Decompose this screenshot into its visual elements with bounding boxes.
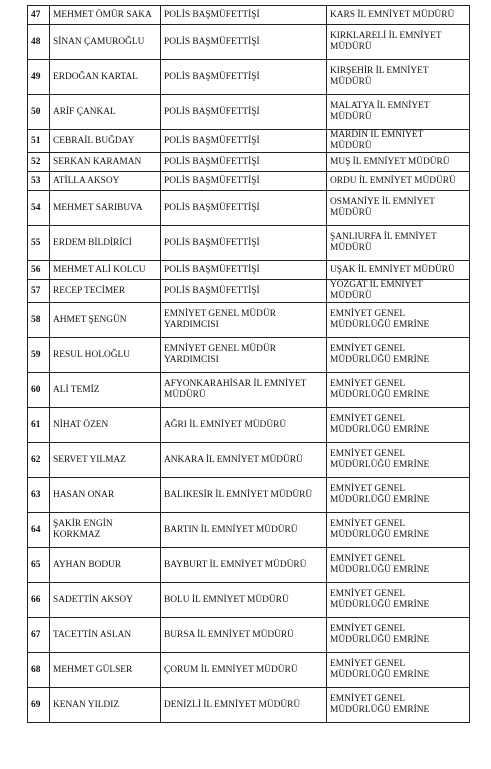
row-number: 54	[28, 191, 50, 226]
new-assignment: ORDU İL EMNİYET MÜDÜRÜ	[327, 172, 470, 191]
new-assignment: EMNİYET GENEL MÜDÜRLÜĞÜ EMRİNE	[327, 618, 470, 653]
new-assignment: YOZGAT İL EMNİYET MÜDÜRÜ	[327, 280, 470, 303]
new-assignment: EMNİYET GENEL MÜDÜRLÜĞÜ EMRİNE	[327, 583, 470, 618]
new-assignment: ŞANLIURFA İL EMNİYET MÜDÜRÜ	[327, 226, 470, 261]
current-position: AFYONKARAHİSAR İL EMNİYET MÜDÜRÜ	[161, 373, 327, 408]
person-name: ŞAKİR ENGİN KORKMAZ	[50, 513, 161, 548]
new-assignment: EMNİYET GENEL MÜDÜRLÜĞÜ EMRİNE	[327, 338, 470, 373]
current-position: ANKARA İL EMNİYET MÜDÜRÜ	[161, 443, 327, 478]
person-name: SERKAN KARAMAN	[50, 153, 161, 172]
row-number: 47	[28, 6, 50, 25]
new-assignment: EMNİYET GENEL MÜDÜRLÜĞÜ EMRİNE	[327, 408, 470, 443]
row-number: 62	[28, 443, 50, 478]
current-position: POLİS BAŞMÜFETTİŞİ	[161, 172, 327, 191]
current-position: BURSA İL EMNİYET MÜDÜRÜ	[161, 618, 327, 653]
person-name: CEBRAİL BUĞDAY	[50, 130, 161, 153]
person-name: SERVET YILMAZ	[50, 443, 161, 478]
table-row	[28, 280, 470, 303]
row-number: 55	[28, 226, 50, 261]
table-row	[28, 25, 470, 60]
table-row	[28, 513, 470, 548]
person-name: HASAN ONAR	[50, 478, 161, 513]
person-name: ERDEM BİLDİRİCİ	[50, 226, 161, 261]
current-position: BALIKESİR İL EMNİYET MÜDÜRÜ	[161, 478, 327, 513]
person-name: KENAN YILDIZ	[50, 688, 161, 723]
person-name: AYHAN BODUR	[50, 548, 161, 583]
new-assignment: KIRKLARELİ İL EMNİYET MÜDÜRÜ	[327, 25, 470, 60]
new-assignment: MARDİN İL EMNİYET MÜDÜRÜ	[327, 130, 470, 153]
table-row	[28, 172, 470, 191]
row-number: 60	[28, 373, 50, 408]
row-number: 53	[28, 172, 50, 191]
current-position: POLİS BAŞMÜFETTİŞİ	[161, 280, 327, 303]
new-assignment: EMNİYET GENEL MÜDÜRLÜĞÜ EMRİNE	[327, 373, 470, 408]
new-assignment: MUŞ İL EMNİYET MÜDÜRÜ	[327, 153, 470, 172]
table-row	[28, 226, 470, 261]
table-row	[28, 95, 470, 130]
new-assignment: EMNİYET GENEL MÜDÜRLÜĞÜ EMRİNE	[327, 443, 470, 478]
row-number: 51	[28, 130, 50, 153]
person-name: SİNAN ÇAMUROĞLU	[50, 25, 161, 60]
new-assignment: EMNİYET GENEL MÜDÜRLÜĞÜ EMRİNE	[327, 653, 470, 688]
row-number: 57	[28, 280, 50, 303]
table-row	[28, 60, 470, 95]
new-assignment: EMNİYET GENEL MÜDÜRLÜĞÜ EMRİNE	[327, 688, 470, 723]
row-number: 59	[28, 338, 50, 373]
new-assignment: EMNİYET GENEL MÜDÜRLÜĞÜ EMRİNE	[327, 478, 470, 513]
current-position: POLİS BAŞMÜFETTİŞİ	[161, 153, 327, 172]
current-position: POLİS BAŞMÜFETTİŞİ	[161, 226, 327, 261]
table-row	[28, 688, 470, 723]
new-assignment: OSMANİYE İL EMNİYET MÜDÜRÜ	[327, 191, 470, 226]
current-position: BARTIN İL EMNİYET MÜDÜRÜ	[161, 513, 327, 548]
current-position: AĞRI İL EMNİYET MÜDÜRÜ	[161, 408, 327, 443]
current-position: BAYBURT İL EMNİYET MÜDÜRÜ	[161, 548, 327, 583]
person-name: MEHMET ALİ KOLCU	[50, 261, 161, 280]
current-position: POLİS BAŞMÜFETTİŞİ	[161, 60, 327, 95]
table-row	[28, 153, 470, 172]
table-row	[28, 261, 470, 280]
row-number: 52	[28, 153, 50, 172]
current-position: EMNİYET GENEL MÜDÜR YARDIMCISI	[161, 338, 327, 373]
row-number: 61	[28, 408, 50, 443]
person-name: NİHAT ÖZEN	[50, 408, 161, 443]
current-position: POLİS BAŞMÜFETTİŞİ	[161, 6, 327, 25]
row-number: 66	[28, 583, 50, 618]
current-position: POLİS BAŞMÜFETTİŞİ	[161, 130, 327, 153]
row-number: 56	[28, 261, 50, 280]
current-position: POLİS BAŞMÜFETTİŞİ	[161, 25, 327, 60]
table-row	[28, 338, 470, 373]
new-assignment: EMNİYET GENEL MÜDÜRLÜĞÜ EMRİNE	[327, 548, 470, 583]
table-row	[28, 6, 470, 25]
row-number: 49	[28, 60, 50, 95]
table-row	[28, 443, 470, 478]
table-row	[28, 618, 470, 653]
person-name: RESUL HOLOĞLU	[50, 338, 161, 373]
person-name: AHMET ŞENGÜN	[50, 303, 161, 338]
person-name: ERDOĞAN KARTAL	[50, 60, 161, 95]
person-name: ATİLLA AKSOY	[50, 172, 161, 191]
row-number: 67	[28, 618, 50, 653]
current-position: POLİS BAŞMÜFETTİŞİ	[161, 191, 327, 226]
row-number: 69	[28, 688, 50, 723]
document-page	[27, 5, 469, 723]
current-position: EMNİYET GENEL MÜDÜR YARDIMCISI	[161, 303, 327, 338]
row-number: 48	[28, 25, 50, 60]
new-assignment: KIRŞEHİR İL EMNİYET MÜDÜRÜ	[327, 60, 470, 95]
new-assignment: UŞAK İL EMNİYET MÜDÜRÜ	[327, 261, 470, 280]
table-row	[28, 478, 470, 513]
table-row	[28, 653, 470, 688]
person-name: MEHMET SARIBUVA	[50, 191, 161, 226]
current-position: BOLU İL EMNİYET MÜDÜRÜ	[161, 583, 327, 618]
new-assignment: MALATYA İL EMNİYET MÜDÜRÜ	[327, 95, 470, 130]
person-name: MEHMET ÖMÜR SAKA	[50, 6, 161, 25]
current-position: POLİS BAŞMÜFETTİŞİ	[161, 261, 327, 280]
person-name: MEHMET GÜLSER	[50, 653, 161, 688]
current-position: POLİS BAŞMÜFETTİŞİ	[161, 95, 327, 130]
new-assignment: EMNİYET GENEL MÜDÜRLÜĞÜ EMRİNE	[327, 303, 470, 338]
table-row	[28, 130, 470, 153]
person-name: ALİ TEMİZ	[50, 373, 161, 408]
appointment-table	[27, 5, 470, 723]
table-row	[28, 191, 470, 226]
row-number: 64	[28, 513, 50, 548]
person-name: TACETTİN ASLAN	[50, 618, 161, 653]
row-number: 58	[28, 303, 50, 338]
current-position: DENİZLİ İL EMNİYET MÜDÜRÜ	[161, 688, 327, 723]
current-position: ÇORUM İL EMNİYET MÜDÜRÜ	[161, 653, 327, 688]
person-name: RECEP TECİMER	[50, 280, 161, 303]
row-number: 63	[28, 478, 50, 513]
person-name: ARİF ÇANKAL	[50, 95, 161, 130]
table-row	[28, 408, 470, 443]
table-row	[28, 583, 470, 618]
row-number: 50	[28, 95, 50, 130]
row-number: 68	[28, 653, 50, 688]
new-assignment: EMNİYET GENEL MÜDÜRLÜĞÜ EMRİNE	[327, 513, 470, 548]
table-row	[28, 373, 470, 408]
new-assignment: KARS İL EMNİYET MÜDÜRÜ	[327, 6, 470, 25]
table-row	[28, 303, 470, 338]
person-name: SADETTİN AKSOY	[50, 583, 161, 618]
row-number: 65	[28, 548, 50, 583]
appointment-table-body	[28, 6, 470, 723]
table-row	[28, 548, 470, 583]
